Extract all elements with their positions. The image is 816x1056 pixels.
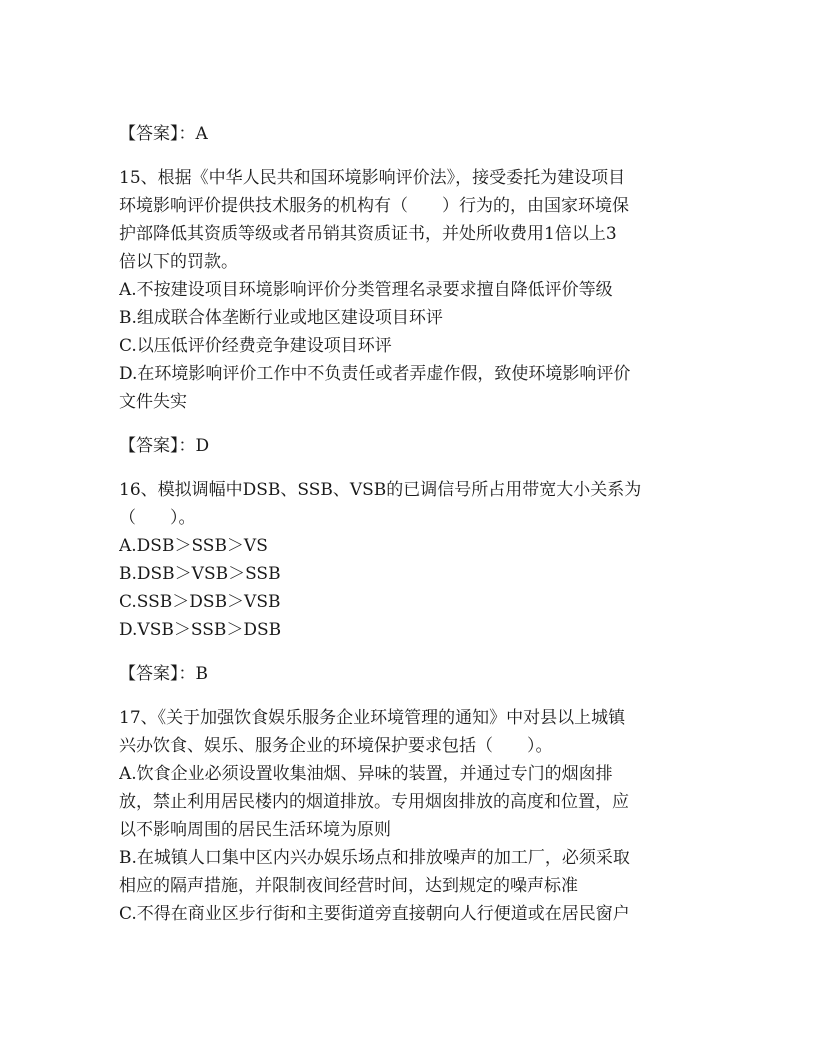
spacer [119, 416, 685, 432]
option-c: C.不得在商业区步行街和主要街道旁直接朝向人行便道或在居民窗户 [119, 904, 630, 924]
question-stem-line: 17、《关于加强饮食娱乐服务企业环境管理的通知》中对县以上城镇 [119, 708, 626, 728]
question-stem-line: 兴办饮食、娱乐、服务企业的环境保护要求包括（ ）。 [119, 736, 553, 756]
question-15 [119, 164, 685, 416]
option-a: A.不按建设项目环境影响评价分类管理名录要求擅自降低评价等级 [119, 280, 613, 300]
question-stem-line: 倍以下的罚款。 [119, 252, 238, 272]
answer-line: 【答案】：B [119, 664, 208, 684]
question-stem-line: （ ）。 [119, 508, 196, 528]
option-a-continued: 以不影响周围的居民生活环境为原则 [119, 820, 391, 840]
question-stem-line: 16、模拟调幅中DSB、SSB、VSB的已调信号所占用带宽大小关系为 [119, 480, 642, 500]
document-page [119, 120, 685, 928]
answer-line: 【答案】：A [119, 124, 208, 144]
option-d-continued: 文件失实 [119, 392, 187, 412]
option-b: B.在城镇人口集中区内兴办娱乐场点和排放噪声的加工厂，必须采取 [119, 848, 630, 868]
option-d: D.在环境影响评价工作中不负责任或者弄虚作假，致使环境影响评价 [119, 364, 631, 384]
option-a-continued: 放，禁止利用居民楼内的烟道排放。专用烟囱排放的高度和位置，应 [119, 792, 629, 812]
option-d: D.VSB＞SSB＞DSB [119, 620, 282, 640]
spacer [119, 644, 685, 660]
spacer [119, 460, 685, 476]
question-stem-line: 环境影响评价提供技术服务的机构有（ ）行为的，由国家环境保 [119, 196, 629, 216]
option-b-continued: 相应的隔声措施，并限制夜间经营时间，达到规定的噪声标准 [119, 876, 578, 896]
question-stem-line: 护部降低其资质等级或者吊销其资质证书，并处所收费用1倍以上3 [119, 224, 617, 244]
option-b: B.DSB＞VSB＞SSB [119, 564, 281, 584]
answer-line: 【答案】：D [119, 436, 210, 456]
option-b: B.组成联合体垄断行业或地区建设项目环评 [119, 308, 443, 328]
spacer [119, 148, 685, 164]
question-16 [119, 476, 685, 644]
spacer [119, 688, 685, 704]
question-stem-line: 15、根据《中华人民共和国环境影响评价法》，接受委托为建设项目 [119, 168, 626, 188]
option-c: C.SSB＞DSB＞VSB [119, 592, 281, 612]
option-a: A.饮食企业必须设置收集油烟、异味的装置，并通过专门的烟囱排 [119, 764, 613, 784]
question-17 [119, 704, 685, 928]
option-a: A.DSB＞SSB＞VS [119, 536, 268, 556]
option-c: C.以压低评价经费竞争建设项目环评 [119, 336, 392, 356]
